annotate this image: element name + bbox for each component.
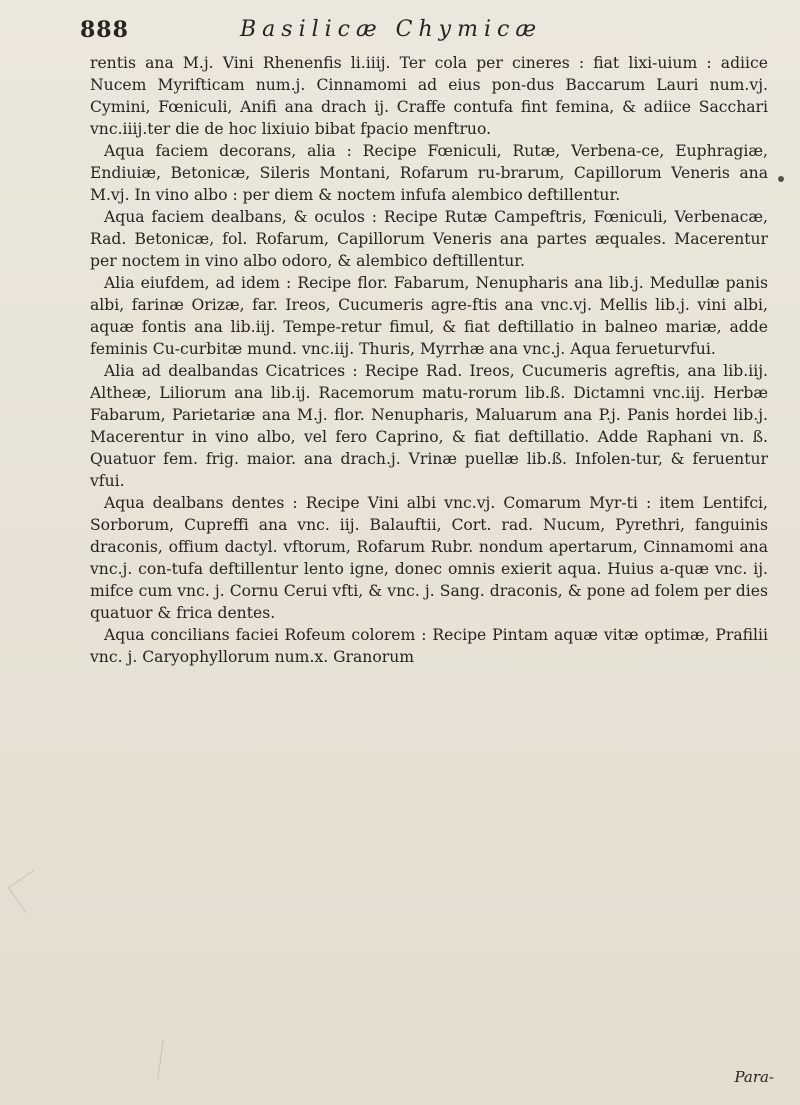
running-title: Basilicæ Chymicæ [240,17,543,42]
page-number: 888 [80,17,129,43]
page-header [80,16,770,44]
paragraph-dentes: Aqua dealbans dentes : Recipe Vini albi vnc.vj. Comarum Myr-ti : item Lentifci, Sorborum, Cupreffi ana vnc. iij. Balauftii, Cort. rad. Nucum, Pyrethri, fanguinis draconis, offium dactyl. vftorum, Rofarum Rubr. nondum apertarum, Cinnamomi ana vnc.j. con-tufa deftillentur lento igne, donec omnis exierit aqua. Huius a-quæ vnc. ij. mifce cum vnc. j. Cornu Cerui vfti, & vnc. j. Sang. draconis, & pone ad folem per dies quatuor & frica dentes. [90,494,768,622]
margin-pencil-mark [8,870,51,913]
ink-dot [778,176,784,182]
paragraph-lixivium: rentis ana M.j. Vini Rhenenfis li.iiij. Ter cola per cineres : fiat lixi-uium : adiice Nucem Myrifticam num.j. Cinnamomi ad eius pon-dus Baccarum Lauri num.vj. Cymini, Fœniculi, Anifi ana drach ij. Craffe contufa fint femina, & adiice Sacchari vnc.iiij.ter die de hoc lixiuio bibat fpacio menftruo. [90,54,768,138]
paragraph-cicatrices: Alia ad dealbandas Cicatrices : Recipe Rad. Ireos, Cucumeris agreftis, ana lib.iij. Altheæ, Liliorum ana lib.ij. Racemorum matu-rorum lib.ß. Dictamni vnc.iij. Herbæ Fabarum, Parietariæ ana M.j. flor. Nenupharis, Maluarum ana P.j. Panis hordei lib.j. Macerentur in vino albo, vel fero Caprino, & fiat deftillatio. Adde Raphani vn. ß. Quatuor fem. frig. maior. ana drach.j. Vrinæ puellæ lib.ß. Infolen-tur, & feruentur vfui. [90,362,768,490]
paragraph-aqua-decorans: Aqua faciem decorans, alia : Recipe Fœniculi, Rutæ, Verbena-ce, Euphragiæ, Endiuiæ, Betonicæ, Sileris Montani, Rofarum ru-brarum, Capillorum Veneris ana M.vj. In vino albo : per diem & noctem infufa alembico deftillentur. [90,142,768,204]
paragraph-roseum-colorem: Aqua concilians faciei Rofeum colorem : Recipe Pintam aquæ vitæ optimæ, Prafilii vnc. j. Caryophyllorum num.x. Granorum [90,626,768,666]
body-text [90,52,768,668]
margin-pencil-mark-lower [157,1039,173,1080]
catchword: Para- [734,1068,774,1086]
paragraph-alia-eiusdem: Alia eiufdem, ad idem : Recipe flor. Fabarum, Nenupharis ana lib.j. Medullæ panis albi, farinæ Orizæ, far. Ireos, Cucumeris agre-ftis ana vnc.vj. Mellis lib.j. vini albi, aquæ fontis ana lib.iij. Tempe-retur fimul, & fiat deftillatio in balneo mariæ, adde feminis Cu-curbitæ mund. vnc.iij. Thuris, Myrrhæ ana vnc.j. Aqua ferueturvfui. [90,274,768,358]
paragraph-aqua-dealbans-oculos: Aqua faciem dealbans, & oculos : Recipe Rutæ Campeftris, Fœniculi, Verbenacæ, Rad. Betonicæ, fol. Rofarum, Capillorum Veneris ana partes æquales. Macerentur per noctem in vino albo odoro, & alembico deftillentur. [90,208,768,270]
